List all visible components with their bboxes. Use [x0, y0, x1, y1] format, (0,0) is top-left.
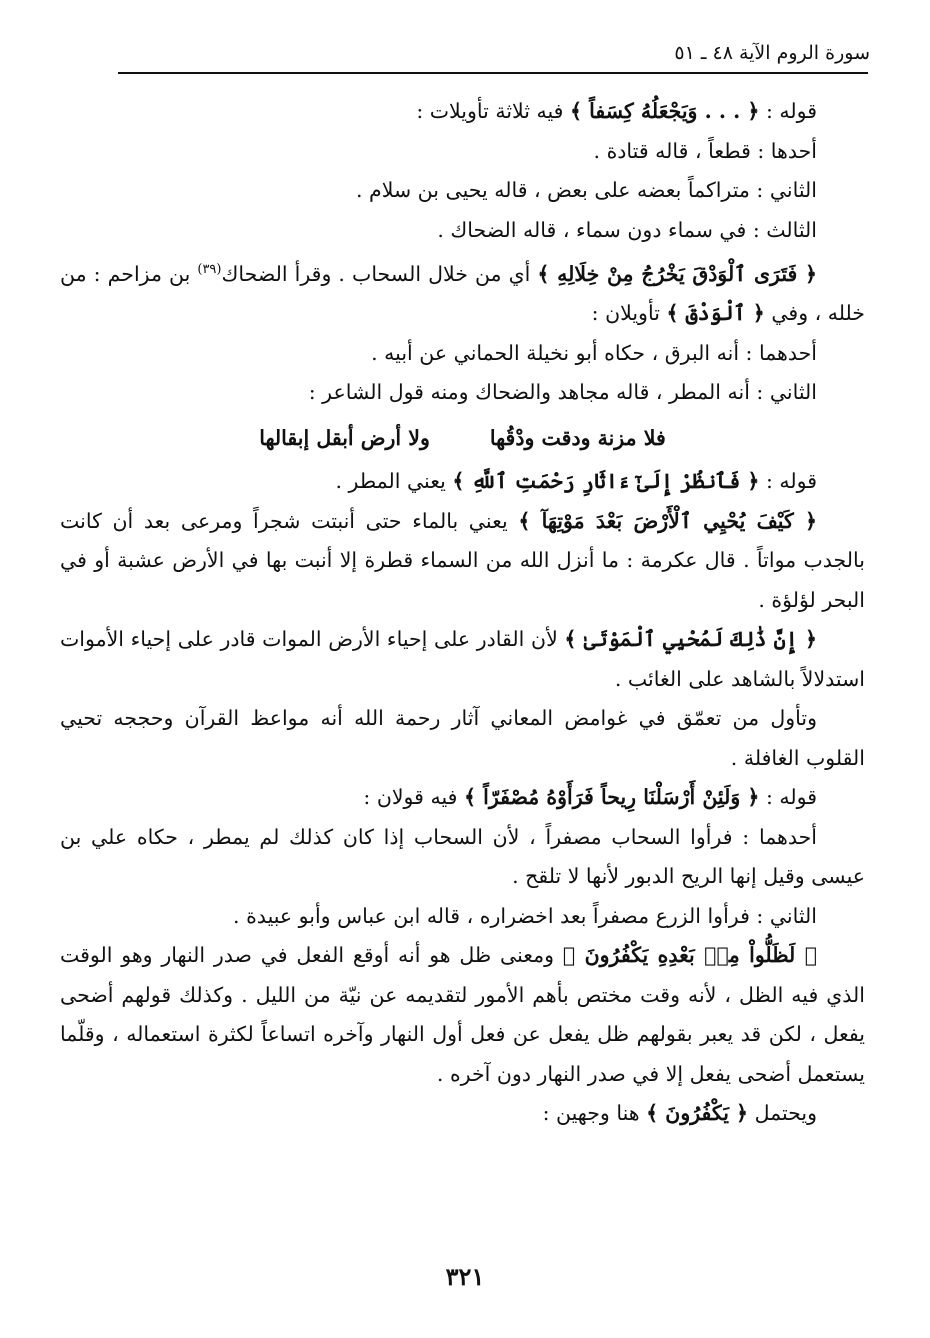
paragraph: [60, 462, 865, 502]
quran-quote: ﴿ . . . وَيَجْعَلُهُ كِسَفاً ﴾: [569, 99, 760, 123]
text-segment: هنا وجهين :: [542, 1101, 647, 1126]
paragraph: [60, 620, 865, 699]
page-number: ٣٢١: [445, 1262, 485, 1291]
poem-verse: [60, 419, 865, 459]
main-text: [60, 92, 865, 1134]
paragraphs-before-poem: [60, 92, 865, 413]
text-segment: أحدهما : أنه البرق ، حكاه أبو نخيلة الحماني عن أبيه .: [371, 340, 817, 365]
paragraph: [60, 1094, 865, 1134]
text-segment: الثاني : أنه المطر ، قاله مجاهد والضحاك ومنه قول الشاعر :: [308, 380, 817, 405]
text-segment: يعني بالماء حتى أنبتت شجراً ومرعى بعد أن كانت بالجدب مواتاً . قال عكرمة : ما أنزل الله من السماء قطرة إلا أنبت بها في الأرض عشبة أو في البحر لؤلؤة .: [60, 508, 865, 612]
text-segment: تأويلان :: [591, 301, 667, 326]
text-segment: قوله :: [759, 785, 817, 810]
poem-hemistich-second: ولا أرض أبقل إبقالها: [259, 425, 430, 450]
quran-quote: ﴿ فَٱنظُرْ إِلَىٰٓ ءَاثَارِ رَحْمَتِ ٱللَّهِ ﴾: [452, 469, 760, 494]
text-segment: لأن القادر على إحياء الأرض الموات قادر على إحياء الأموات استدلالاً بالشاهد على الغائب .: [60, 627, 865, 691]
quran-quote: ﴿ ٱلْوَدْقَ ﴾: [666, 301, 765, 326]
text-segment: أحدهما : فرأوا السحاب مصفراً ، لأن السحاب إذا كان كذلك لم يمطر ، حكاه علي بن عيسى وقيل إنها الريح الدبور لأنها لا تلقح .: [60, 824, 865, 889]
text-segment: أحدها : قطعاً ، قاله قتادة .: [593, 138, 817, 163]
text-segment: فيه ثلاثة تأويلات :: [416, 99, 570, 123]
text-segment: أي من خلال السحاب . وقرأ الضحاك: [221, 261, 538, 286]
text-segment: يعني المطر .: [335, 469, 453, 494]
paragraphs-after-poem: [60, 462, 865, 1134]
paragraph: [60, 334, 865, 374]
text-segment: قوله :: [759, 99, 817, 123]
quran-quote: ﴿ فَتَرَى ٱلْوَدْقَ يَخْرُجُ مِنْ خِلَالِهِ ﴾: [537, 261, 817, 286]
paragraph: [60, 211, 865, 251]
paragraph: [60, 250, 865, 334]
quran-quote: ﴿ لَظَلُّواْ مِنۢ بَعْدِهِ يَكْفُرُونَ ﴾: [562, 943, 817, 968]
paragraph: [60, 699, 865, 778]
header-title: سورة الروم الآية ٤٨ ـ ٥١: [674, 42, 870, 64]
quran-quote: ﴿ كَيْفَ يُحْيِي ٱلْأَرْضَ بَعْدَ مَوْتِهَآ ﴾: [518, 508, 818, 533]
paragraph: [60, 92, 865, 132]
text-segment: الثاني : متراكماً بعضه على بعض ، قاله يحيى بن سلام .: [356, 178, 817, 202]
text-segment: ويحتمل: [748, 1101, 817, 1126]
paragraph: [60, 778, 865, 818]
poem-hemistich-first: فلا مزنة ودقت ودْقُها: [489, 425, 666, 450]
quran-quote: ﴿ إِنَّ ذَٰلِكَ لَمُحْيِي ٱلْمَوْتَىٰ ﴾: [564, 627, 817, 652]
paragraph: [60, 171, 865, 211]
header-rule: [118, 72, 868, 74]
running-header: [115, 40, 870, 70]
text-segment: قوله :: [759, 469, 817, 494]
paragraph: [60, 132, 865, 172]
text-segment: وتأول من تعمّق في غوامض المعاني آثار رحمة الله أنه مواعظ القرآن وحججه تحيي القلوب الغافلة .: [60, 706, 865, 770]
text-segment: الثالث : في سماء دون سماء ، قاله الضحاك .: [437, 217, 817, 242]
quran-quote: ﴿ يَكْفُرُونَ ﴾: [646, 1101, 749, 1126]
paragraph: [60, 818, 865, 897]
footnote-ref: (٣٩): [197, 262, 222, 277]
paragraph: [60, 897, 865, 937]
paragraph: [60, 936, 865, 1094]
text-segment: ومعنى ظل هو أنه أوقع الفعل في صدر النهار وهو الوقت الذي فيه الظل ، لأنه وقت مختص بأهم الأمور لتقديمه عن نيّة من الليل . وكذلك قولهم أضحى يفعل ، لكن قد يعبر بقولهم ظل يفعل عن فعل أول النهار وآخره اتساعاً لكثرة استعماله ، وقلّما يستعمل أضحى يفعل إلا في صدر النهار دون آخره .: [60, 943, 865, 1086]
paragraph: [60, 373, 865, 413]
paragraph: [60, 502, 865, 621]
text-segment: بن مزاحم : من خلله ، وفي: [60, 261, 865, 326]
quran-quote: ﴿ وَلَئِنْ أَرْسَلْنَا رِيحاً فَرَأَوْهُ مُصْفَرّاً ﴾: [463, 785, 760, 810]
text-segment: فيه قولان :: [363, 785, 464, 810]
text-segment: الثاني : فرأوا الزرع مصفراً بعد اخضراره ، قاله ابن عباس وأبو عبيدة .: [233, 903, 817, 928]
